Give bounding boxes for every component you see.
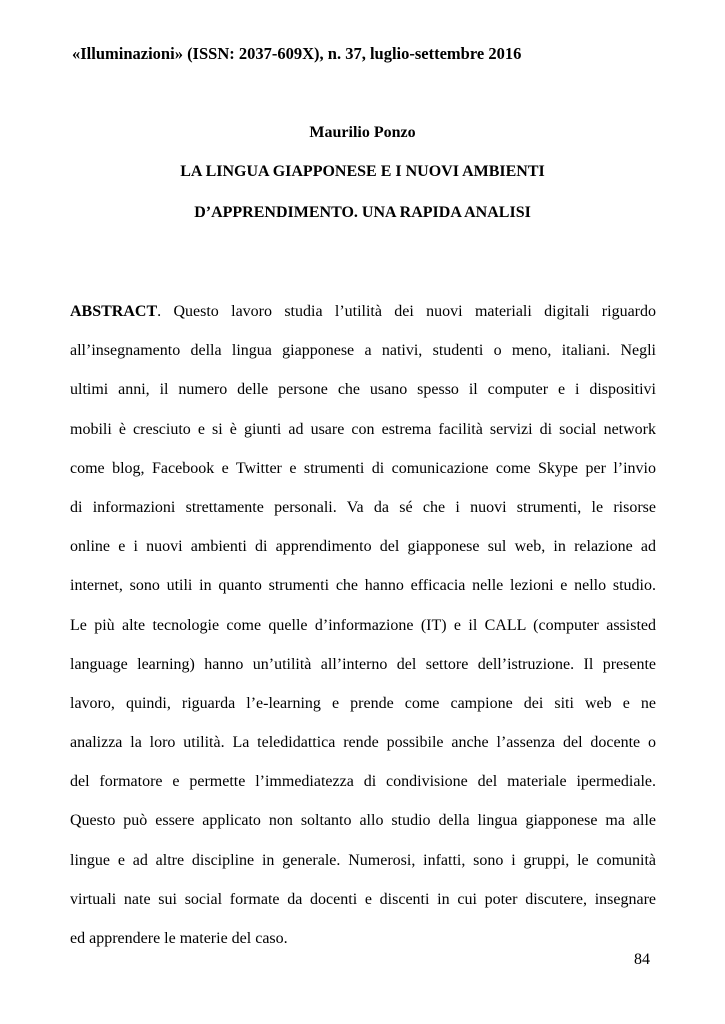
abstract-line: Le più alte tecnologie come quelle d’informazione (IT) e il CALL (computer assisted bbox=[70, 616, 656, 634]
abstract-line bbox=[70, 302, 656, 341]
abstract-line: all’insegnamento della lingua giapponese a nativi, studenti o meno, italiani. Negli bbox=[70, 342, 656, 360]
abstract-line: lingue e ad altre discipline in generale. Numerosi, infatti, sono i gruppi, le comunità bbox=[70, 851, 656, 869]
abstract-body bbox=[70, 302, 656, 968]
author-name: Maurilio Ponzo bbox=[309, 124, 416, 141]
abstract-line: lavoro, quindi, riguarda l’e-learning e prende come campione dei siti web e ne bbox=[70, 694, 656, 712]
abstract-line: ultimi anni, il numero delle persone che usano spesso il computer e i dispositivi bbox=[70, 381, 656, 399]
abstract-label: ABSTRACT bbox=[70, 303, 158, 320]
abstract-line: ed apprendere le materie del caso. bbox=[70, 930, 288, 947]
abstract-line: analizza la loro utilità. La teledidattica rende possibile anche l’assenza del docente o bbox=[70, 734, 656, 752]
abstract-line: language learning) hanno un’utilità all’interno del settore dell’istruzione. Il presente bbox=[70, 655, 656, 673]
abstract-line: mobili è cresciuto e si è giunti ad usare con estrema facilità servizi di social network bbox=[70, 420, 656, 438]
abstract-line-text: . Questo lavoro studia l’utilità dei nuovi materiali digitali riguardo bbox=[157, 303, 656, 320]
abstract-line: online e i nuovi ambienti di apprendimento del giapponese sul web, in relazione ad bbox=[70, 538, 656, 556]
abstract-line: del formatore e permette l’immediatezza di condivisione del materiale ipermediale. bbox=[70, 773, 656, 791]
abstract-line: Questo può essere applicato non soltanto allo studio della lingua giapponese ma alle bbox=[70, 812, 656, 830]
article-title-line-2: D’APPRENDIMENTO. UNA RAPIDA ANALISI bbox=[194, 204, 531, 221]
abstract-line: di informazioni strettamente personali. Va da sé che i nuovi strumenti, le risorse bbox=[70, 498, 656, 516]
abstract-line: virtuali nate sui social formate da docenti e discenti in cui poter discutere, insegnare bbox=[70, 890, 656, 908]
abstract-line: come blog, Facebook e Twitter e strumenti di comunicazione come Skype per l’invio bbox=[70, 459, 656, 477]
abstract-line: internet, sono utili in quanto strumenti che hanno efficacia nelle lezioni e nello studio. bbox=[70, 577, 656, 595]
journal-header: «Illuminazioni» (ISSN: 2037-609X), n. 37, luglio-settembre 2016 bbox=[72, 44, 522, 63]
page-number: 84 bbox=[634, 951, 650, 968]
article-title-line-1: LA LINGUA GIAPPONESE E I NUOVI AMBIENTI bbox=[180, 163, 545, 180]
